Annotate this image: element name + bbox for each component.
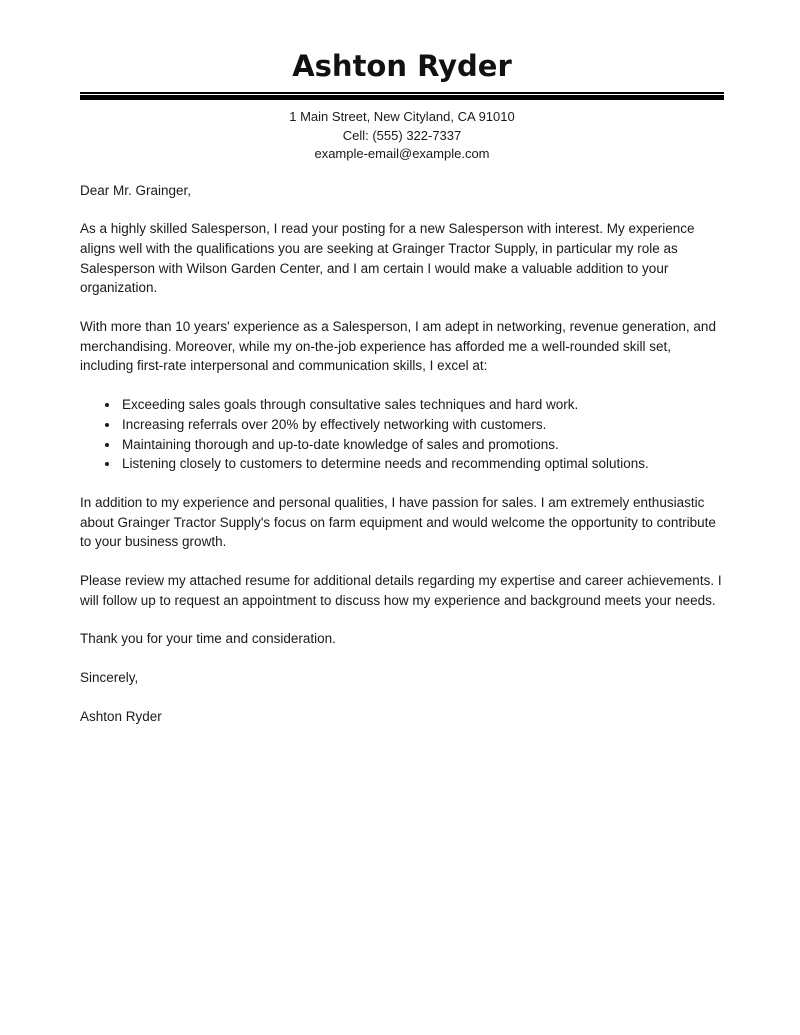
divider-thick-line — [80, 95, 724, 100]
skills-list-item: • Maintaining thorough and up-to-date knowledge of sales and promotions. — [120, 435, 724, 455]
skills-list — [80, 395, 724, 474]
signature-name: Ashton Ryder — [80, 708, 162, 724]
letter-body — [80, 181, 724, 727]
skills-list-item: • Increasing referrals over 20% by effectively networking with customers. — [120, 415, 724, 435]
thanks-line: Thank you for your time and consideration. — [80, 631, 336, 647]
paragraph-experience: With more than 10 years' experience as a Salesperson, I am adept in networking, revenue generation, and merchandising. Moreover, while my on-the-job experience has afforded me a well-rounded skill set, including first-rate interpersonal and communication skills, I excel at: — [80, 319, 716, 374]
paragraph-followup: Please review my attached resume for additional details regarding my expertise and career achievements. I will follow up to request an appointment to discuss how my experience and background meets your needs. — [80, 573, 722, 608]
paragraph-passion: In addition to my experience and personal qualities, I have passion for sales. I am extremely enthusiastic about Grainger Tractor Supply's focus on farm equipment and would welcome the opportunity to contribute to your business growth. — [80, 494, 716, 550]
divider-thin-line — [80, 92, 724, 94]
paragraph-intro: As a highly skilled Salesperson, I read your posting for a new Salesperson with interest. My experience aligns well with the qualifications you are seeking at Grainger Tractor Supply, in particular my role as Salesperson with Wilson Garden Center, and I am certain I would make a valuable addition to your organization. — [80, 221, 695, 296]
salutation: Dear Mr. Grainger, — [80, 182, 192, 198]
contact-address: 1 Main Street, New Cityland, CA 91010 — [289, 109, 515, 124]
contact-phone: Cell: (555) 322-7337 — [342, 127, 462, 143]
signoff: Sincerely, — [80, 670, 139, 686]
contact-block — [80, 108, 724, 164]
letter-header — [80, 50, 724, 164]
header-divider — [80, 92, 724, 100]
skills-list-item: • Listening closely to customers to determine needs and recommending optimal solutions. — [120, 454, 724, 474]
applicant-name: Ashton Ryder — [292, 49, 512, 83]
contact-email: example-email@example.com — [314, 146, 490, 161]
skills-list-item: • Exceeding sales goals through consultative sales techniques and hard work. — [120, 395, 724, 415]
